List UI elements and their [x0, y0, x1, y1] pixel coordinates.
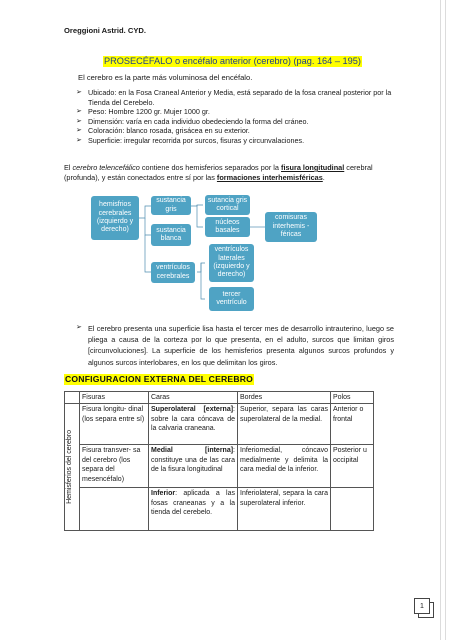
table-cell — [331, 488, 374, 531]
node-sustancia-gris: sustancia gris — [151, 196, 191, 215]
page-title: PROSECÉFALO o encéfalo anterior (cerebro) (pag. 164 – 195) — [104, 56, 361, 66]
col-header-caras: Caras — [149, 392, 238, 404]
node-ventriculos-laterales: ventrículos laterales (izquierdo y derecho) — [209, 244, 254, 282]
formaciones-text: formaciones interhemisféricas — [216, 172, 323, 182]
list-item: ➢ Dimensión: varía en cada individuo obedeciendo la forma del cráneo. — [76, 116, 309, 126]
table-cell: Medial [interna]: constituye una de las cara de la fisura longitudinal — [149, 445, 238, 488]
row-group-label — [65, 404, 80, 531]
col-header-fisuras: Fisuras — [80, 392, 149, 404]
table-cell: Posterior u occipital — [331, 445, 374, 488]
table-header-row — [65, 392, 374, 404]
arrow-bullet-icon: ➢ — [76, 136, 82, 144]
page-edge-line — [440, 0, 441, 640]
surface-paragraph: El cerebro presenta una superficie lisa hasta el tercer mes de desarrollo intrauterino, luego se pliega a causa de la corteza por lo que presenta, en el adulto, surcos que limitan giros [circunvoluciones]. La superficie de los hemisferios presenta algunos surcos profundos y algunos surcos interlobares, en los que delimitan los giros. — [88, 324, 394, 367]
external-config-table — [64, 391, 374, 531]
page-number: 1 — [414, 598, 430, 614]
table-cell: Anterior o frontal — [331, 404, 374, 445]
arrow-bullet-icon: ➢ — [76, 108, 82, 116]
fisura-link-text: fisura longitudinal — [281, 163, 345, 172]
node-nucleos-basales: núcleos basales — [205, 217, 250, 237]
table-cell: Superolateral [externa]: sobre la cara cóncava de la calvaria craneana. — [149, 404, 238, 445]
list-item: ➢ Ubicado: en la Fosa Craneal Anterior y Media, está separado de la fosa craneal posterior por la Tienda del Cerebelo. — [76, 88, 392, 107]
table-cell: Fisura transver- sa del cerebro (los separa del mesencéfalo) — [80, 445, 149, 488]
node-ventriculos: ventrículos cerebrales — [151, 262, 195, 283]
col-header-bordes: Bordes — [238, 392, 331, 404]
term-italic: cerebro telencefálico — [72, 163, 140, 172]
node-gris-cortical: sutancia gris cortical — [205, 195, 250, 215]
table-row — [65, 445, 374, 488]
arrow-bullet-icon: ➢ — [76, 324, 82, 331]
table-cell: Superior, separa las caras superolateral de la medial. — [238, 404, 331, 445]
table-row — [65, 404, 374, 445]
list-item: ➢ Peso: Hombre 1200 gr. Mujer 1000 gr. — [76, 107, 210, 117]
section-heading: CONFIGURACION EXTERNA DEL CEREBRO — [65, 374, 254, 384]
page-edge-line — [445, 0, 446, 640]
list-item: ➢ Superficie: irregular recorrida por surcos, fisuras y circunvalaciones. — [76, 135, 305, 145]
row-header-text: Hemisferios del cerebro — [66, 430, 73, 505]
node-sustancia-blanca: sustancia blanca — [151, 224, 191, 246]
list-item: ➢ Coloración: blanco rosada, grisácea en su exterior. — [76, 126, 250, 136]
table-cell: Inferior: aplicada a las fosas craneanas y a la tienda del cerebelo. — [149, 488, 238, 531]
table-cell — [80, 488, 149, 531]
arrow-bullet-icon: ➢ — [76, 89, 82, 96]
table-row — [65, 488, 374, 531]
intro-text: El cerebro es la parte más voluminosa del encéfalo. — [78, 73, 253, 82]
author-header: Oreggioni Astrid. CYD. — [64, 26, 146, 35]
col-header-polos: Polos — [331, 392, 374, 404]
table-cell: Fisura longitu- dinal (los separa entre sí) — [80, 404, 149, 445]
node-tercer-ventriculo: tercer ventrículo — [209, 287, 254, 311]
telencephalon-paragraph: El cerebro telencefálico contiene dos hemisferios separados por la fisura longitudinal cerebral (profunda), y están conectados entre sí por las formaciones interhemisféricas. — [64, 163, 373, 182]
node-hemisferios: hemisfrios cerebrales (izquierdo y derecho) — [91, 196, 139, 240]
table-cell: Inferiolateral, separa la cara superolateral inferior. — [238, 488, 331, 531]
table-cell: Inferiomedial, cóncavo medialmente y delimita la cara medial de la inferior. — [238, 445, 331, 488]
node-comisuras: comisuras interhemis -féricas — [265, 212, 317, 242]
arrow-bullet-icon: ➢ — [76, 117, 82, 125]
arrow-bullet-icon: ➢ — [76, 127, 82, 135]
